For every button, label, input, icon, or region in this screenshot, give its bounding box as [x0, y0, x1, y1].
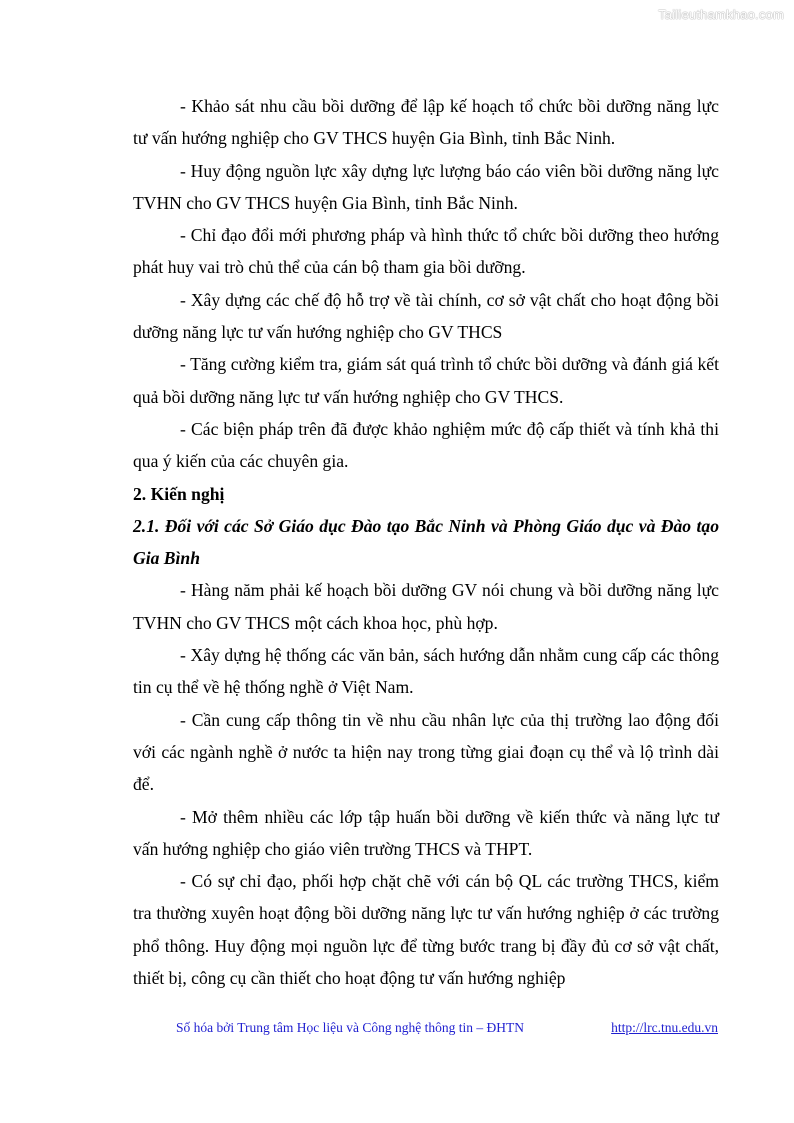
paragraph: - Khảo sát nhu cầu bồi dưỡng để lập kế hoạch tổ chức bồi dưỡng năng lực tư vấn hướng nghiệp cho GV THCS huyện Gia Bình, tỉnh Bắc Ninh.	[133, 96, 719, 149]
paragraph: - Hàng năm phải kế hoạch bồi dưỡng GV nói chung và bồi dưỡng năng lực TVHN cho GV THCS một cách khoa học, phù hợp.	[133, 580, 719, 633]
footer-link[interactable]: http://lrc.tnu.edu.vn	[611, 1020, 718, 1035]
paragraph: - Mở thêm nhiều các lớp tập huấn bồi dưỡng về kiến thức và năng lực tư vấn hướng nghiệp cho giáo viên trường THCS và THPT.	[133, 806, 719, 859]
paragraph: - Các biện pháp trên đã được khảo nghiệm mức độ cấp thiết và tính khả thi qua ý kiến của các chuyên gia.	[133, 418, 719, 472]
paragraph: - Chỉ đạo đổi mới phương pháp và hình thức tổ chức bồi dưỡng theo hướng phát huy vai trò chủ thể của cán bộ tham gia bồi dưỡng.	[133, 225, 719, 278]
paragraph: - Có sự chỉ đạo, phối hợp chặt chẽ với cán bộ QL các trường THCS, kiểm tra thường xuyên hoạt động bồi dưỡng năng lực tư vấn hướng nghiệp ở các trường phổ thông. Huy động mọi nguồn lực để từng bước trang bị đầy đủ cơ sở vật chất, thiết bị, công cụ cần thiết cho hoạt động tư vấn hướng nghiệp	[133, 871, 719, 989]
paragraph: - Cần cung cấp thông tin về nhu cầu nhân lực của thị trường lao động đối với các ngành nghề ở nước ta hiện nay trong từng giai đoạn cụ thể và lộ trình dài để.	[133, 709, 719, 795]
document-body	[133, 90, 719, 994]
paragraph: - Huy động nguồn lực xây dựng lực lượng báo cáo viên bồi dưỡng năng lực TVHN cho GV THCS huyện Gia Bình, tỉnh Bắc Ninh.	[133, 160, 719, 213]
footer-credit: Số hóa bởi Trung tâm Học liệu và Công nghệ thông tin – ĐHTN	[176, 1020, 525, 1035]
paragraph: - Xây dựng các chế độ hỗ trợ về tài chính, cơ sở vật chất cho hoạt động bồi dưỡng năng lực tư vấn hướng nghiệp cho GV THCS	[133, 289, 719, 343]
paragraph: - Tăng cường kiểm tra, giám sát quá trình tổ chức bồi dưỡng và đánh giá kết quả bồi dưỡng năng lực tư vấn hướng nghiệp cho GV THCS.	[133, 354, 719, 407]
page-footer	[176, 1020, 718, 1036]
watermark: Tailieuthamkhao.com	[658, 7, 784, 22]
subsection-heading: 2.1. Đối với các Sở Giáo dục Đào tạo Bắc Ninh và Phòng Giáo dục và Đào tạo Gia Bình	[133, 515, 719, 569]
section-heading: 2. Kiến nghị	[133, 483, 225, 504]
paragraph: - Xây dựng hệ thống các văn bản, sách hướng dẫn nhằm cung cấp các thông tin cụ thể về hệ thống nghề ở Việt Nam.	[133, 645, 719, 698]
